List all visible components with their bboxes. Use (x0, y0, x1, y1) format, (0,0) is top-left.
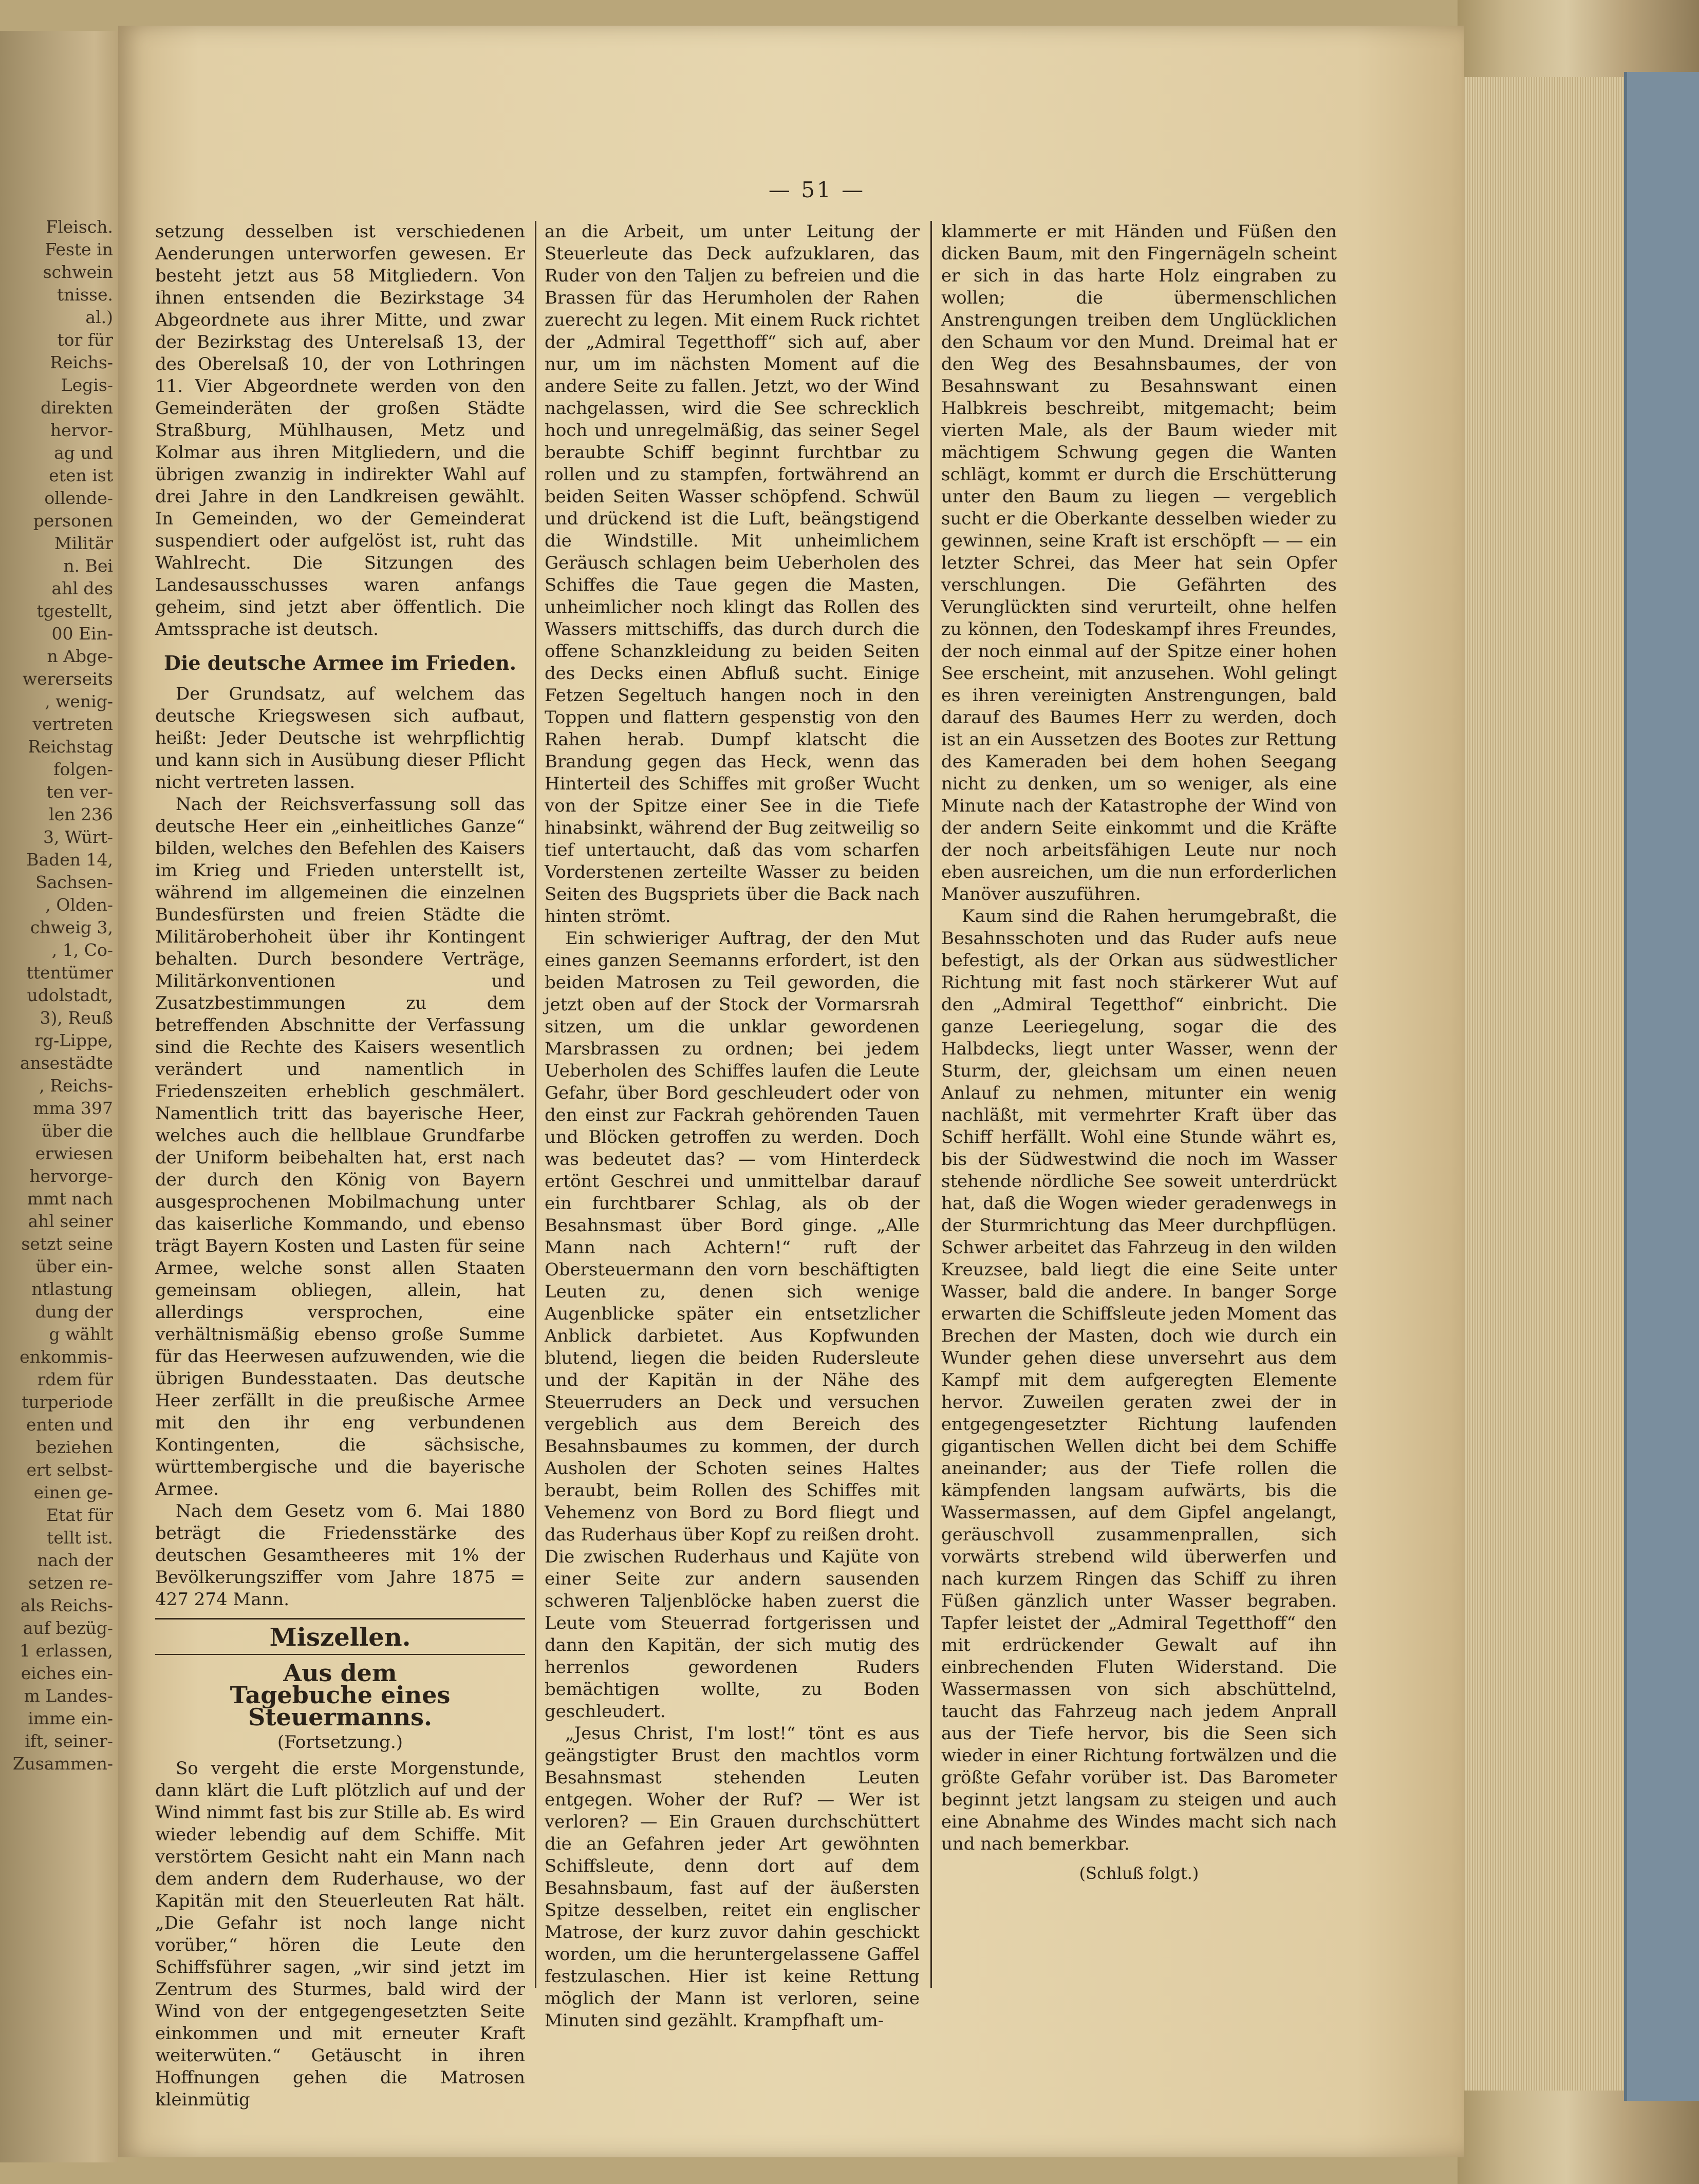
facing-page-line: ntlastung (31, 1279, 113, 1299)
facing-page-line: Legis- (61, 375, 113, 395)
facing-page-line: dung der (35, 1302, 113, 1322)
facing-page-line: ahl des (51, 578, 113, 598)
facing-page-line: 1 erlassen, (19, 1641, 113, 1661)
facing-page-line: personen (33, 511, 113, 531)
paragraph: setzung desselben ist verschiedenen Aenderungen unterworfen gewesen. Er besteht jetzt aus 58 Mitgliedern. Von ihnen entsenden die Bezirkstage 34 Abgeordnete aus ihrer Mitte, und zwar der Bezirkstag des Unterelsaß 13, der des Oberelsaß 10, der von Lothringen 11. Vier Abgeordnete werden von den Gemeinderäten der großen Städte Straßburg, Mühlhausen, Metz und Kolmar aus ihren Mitgliedern, und die übrigen zwanzig in indirekter Wahl auf drei Jahre in den Landkreisen gewählt. In Gemeinden, wo der Gemeinderat suspendiert oder aufgelöst ist, ruht das Wahlrecht. Die Sitzungen des Landesausschusses waren anfangs geheim, sind jetzt aber öffentlich. Die Amtssprache ist deutsch. (155, 221, 525, 639)
story-continuation-note: (Fortsetzung.) (277, 1732, 403, 1753)
facing-page-line: enkommis- (20, 1347, 113, 1367)
facing-page-line: hervorge- (29, 1166, 113, 1186)
facing-page-line: , Reichs- (39, 1076, 113, 1096)
newspaper-page (118, 26, 1464, 2157)
facing-page-line: Fleisch. (46, 217, 113, 237)
facing-page-line: tnisse. (57, 285, 113, 305)
section-heading: Die deutsche Armee im Frieden. (163, 651, 516, 674)
facing-page-line: hervor- (50, 420, 113, 440)
facing-page-line: Reichstag (28, 737, 113, 757)
facing-page-line: tellt ist. (47, 1528, 113, 1548)
facing-page-line: folgen- (53, 759, 113, 779)
facing-page-line: Baden 14, (26, 850, 113, 870)
facing-page-line: tgestellt, (36, 601, 113, 621)
facing-page-line: udolstadt, (27, 985, 113, 1005)
facing-page-line: ollende- (44, 488, 113, 508)
facing-page-line: vertreten (32, 714, 113, 734)
facing-page-line: eten ist (49, 465, 113, 485)
facing-page-line: tor für (57, 330, 113, 350)
facing-page-line: ansestädte (20, 1053, 113, 1073)
facing-page-line: eiches ein- (21, 1663, 113, 1683)
facing-page-line: über die (41, 1121, 113, 1141)
paragraph: Kaum sind die Rahen herumgebraßt, die Besahnsschoten und das Ruder aufs neue befestigt, als der Orkan aus südwestlicher Richtung mit fast noch stärkerer Wut auf den „Admiral Tegetthof“ einbricht. Die ganze Leeriegelung, sogar die des Halbdecks, liegt unter Wasser, wenn der Sturm, der, gleichsam um einen neuen Anlauf zu nehmen, mitunter ein wenig nachläßt, mit vermehrter Kraft über das Schiff herfällt. Wohl eine Stunde währt es, bis der Südwestwind die noch im Wasser stehende nördliche See soweit unterdrückt hat, daß die Wogen wieder geradenwegs in der Sturmrichtung das Meer durchpflügen. Schwer arbeitet das Fahrzeug in den wilden Kreuzsee, bald liegt die eine Seite unter Wasser, bald die andere. In banger Sorge erwarten die Schiffsleute jeden Moment das Brechen der Masten, doch wie durch ein Wunder gehen diese unversehrt aus dem Kampf mit dem aufgeregten Elemente hervor. Zuweilen geraten zwei der in entgegengesetzter Richtung laufenden gigantischen Wellen dicht bei dem Schiffe aneinander; aus der Tiefe rollen die kämpfenden langsam aufwärts, bis die Wassermassen, auf dem Gipfel angelangt, geräuschvoll zusammenprallen, sich vorwärts strebend wild überwerfen und nach kurzem Ringen das Schiff zu ihren Füßen gänzlich unter Wasser begraben. Tapfer leistet der „Admiral Tegetthoff“ den mit erdrückender Gewalt auf ihn einbrechenden Fluten Widerstand. Die Wassermassen von sich abschüttelnd, taucht das Fahrzeug nach jedem Anprall aus der Tiefe hervor, bis die Seen sich wieder in einer Richtung fortwälzen und die größte Gefahr vorüber ist. Das Barometer beginnt jetzt langsam zu steigen und auch eine Abnahme des Windes macht sich nach und nach bemerkbar. (941, 906, 1337, 1854)
facing-page-line: Zusammen- (12, 1754, 113, 1774)
facing-page-line: chweig 3, (30, 917, 113, 937)
facing-page-line: mma 397 (33, 1098, 113, 1118)
column-rule (535, 221, 536, 1988)
page-edges (1458, 77, 1627, 2091)
facing-page-line: über ein- (35, 1256, 113, 1276)
facing-page-line: n. Bei (63, 556, 113, 576)
facing-page-line: len 236 (49, 804, 113, 824)
facing-page-line: m Landes- (24, 1686, 113, 1706)
facing-page-line: setzt seine (21, 1234, 113, 1254)
facing-page-line: Etat für (46, 1505, 113, 1525)
cloth-cover (1624, 72, 1699, 2101)
facing-page-line: auf bezüg- (23, 1618, 113, 1638)
facing-page-line: 00 Ein- (51, 624, 113, 644)
paragraph: Nach dem Gesetz vom 6. Mai 1880 beträgt die Friedensstärke des deutschen Gesamtheeres mit 1% der Bevölkerungsziffer vom Jahre 1875 = 427 274 Mann. (155, 1501, 525, 1610)
facing-page-line: n Abge- (47, 646, 113, 666)
column-rule (930, 221, 932, 1988)
facing-page-line: als Reichs- (20, 1595, 113, 1615)
continuation-note: (Schluß folgt.) (1079, 1863, 1199, 1883)
paragraph: „Jesus Christ, I'm lost!“ tönt es aus geängstigter Brust den machtlos vorm Besahnsmast stehenden Leuten entgegen. Woher der Ruf? — Wer ist verloren? — Ein Grauen durchschüttert die an Gefahren jeder Art gewöhnten Schiffsleute, denn dort auf dem Besahnsbaum, fast auf der äußersten Spitze desselben, reitet ein englischer Matrose, der kurz zuvor dahin geschickt worden, um die heruntergelassene Gaffel festzulaschen. Hier ist keine Rettung möglich der Mann ist verloren, seine Minuten sind gezählt. Krampfhaft um- (545, 1723, 920, 2031)
facing-page-line: ttentümer (26, 963, 113, 983)
column-3 (941, 221, 1337, 1885)
paragraph: Nach der Reichsverfassung soll das deutsche Heer ein „einheitliches Ganze“ bilden, welches den Befehlen des Kaisers im Krieg und Frieden unterstellt ist, während im allgemeinen die einzelnen Bundesfürsten und freien Städte die Militäroberhoheit über ihr Kontingent behalten. Durch besondere Verträge, Militärkonventionen und Zusatzbestimmungen zu dem betreffenden Abschnitte der Verfassung sind die Rechte des Kaisers wesentlich verändert und namentlich in Friedenszeiten erheblich geschmälert. Namentlich tritt das bayerische Heer, welches auch die hellblaue Grundfarbe der Uniform beibehalten hat, erst nach der durch den König von Bayern ausgesprochenen Mobilmachung unter das kaiserliche Kommando, und ebenso trägt Bayern Kosten und Lasten für seine Armee, welche sonst allen Staaten gemeinsam obliegen, allein, hat allerdings versprochen, eine verhältnismäßig ebenso große Summe für das Heerwesen aufzuwenden, wie die übrigen Bundesstaaten. Das deutsche Heer zerfällt in die preußische Armee mit den ihr eng verbundenen Kontingenten, die sächsische, württembergische und die bayerische Armee. (155, 794, 525, 1499)
facing-page-line: rdem für (37, 1369, 113, 1389)
column-1 (155, 221, 525, 2111)
facing-page-line: Militär (54, 533, 113, 553)
facing-page-line: mmt nach (27, 1189, 113, 1209)
column-2 (545, 221, 920, 2032)
facing-page-line: nach der (37, 1550, 113, 1570)
facing-page-line: 3, Würt- (43, 827, 113, 847)
facing-page-line: rg-Lippe, (34, 1030, 113, 1050)
facing-page-line: direkten (40, 398, 113, 418)
facing-page-line: 3), Reuß (40, 1008, 113, 1028)
facing-page-line: einen ge- (33, 1482, 113, 1502)
page-number: — 51 — (768, 177, 866, 202)
facing-page-line: ift, seiner- (25, 1731, 113, 1751)
facing-page-line: ag und (54, 443, 113, 463)
paragraph: So vergeht die erste Morgenstunde, dann klärt die Luft plötzlich auf und der Wind nimmt fast bis zur Stille ab. Es wird wieder lebendig auf dem Schiffe. Mit verstörtem Gesicht naht ein Mann nach dem andern dem Ruderhause, wo der Kapitän mit den Steuerleuten Rat hält. „Die Gefahr ist noch lange nicht vorüber,“ hören die Leute den Schiffsführer sagen, „wir sind jetzt im Zentrum des Sturmes, bald wird der Wind von der entgegengesetzten Seite einkommen und mit erneuter Kraft weiterwüten.“ Getäuscht in ihren Hoffnungen gehen die Matrosen kleinmütig (155, 1758, 525, 2110)
facing-page-text (0, 216, 118, 1775)
paragraph: Der Grundsatz, auf welchem das deutsche Kriegswesen sich aufbaut, heißt: Jeder Deutsche ist wehrpflichtig und kann sich in Ausübung dieser Pflicht nicht vertreten lassen. (155, 684, 525, 793)
divider (155, 1618, 525, 1620)
facing-page (0, 31, 118, 2162)
divider (155, 1654, 525, 1655)
facing-page-line: schwein (43, 262, 113, 282)
facing-page-line: ten ver- (46, 782, 113, 802)
facing-page-line: enten und (26, 1415, 113, 1435)
facing-page-line: , wenig- (45, 691, 113, 711)
facing-page-line: imme ein- (28, 1708, 113, 1728)
facing-page-line: wererseits (22, 669, 113, 689)
paragraph: Ein schwieriger Auftrag, der den Mut eines ganzen Seemanns erfordert, ist den beiden Matrosen zu Teil geworden, die jetzt oben auf der Stock der Vormarsrah sitzen, um die unklar gewordenen Marsbrassen zu ordnen; bei jedem Ueberholen des Schiffes laufen die Leute Gefahr, über Bord geschleudert oder von den einst zur Fackrah gehörenden Tauen und Blöcken getroffen zu werden. Doch was bedeutet das? — vom Hinterdeck ertönt Geschrei und unmittelbar darauf ein furchtbarer Schlag, als ob der Besahnsmast über Bord ginge. „Alle Mann nach Achtern!“ ruft der Obersteuermann den vorn beschäftigten Leuten zu, denen sich wenige Augenblicke später ein entsetzlicher Anblick darbietet. Aus Kopfwunden blutend, liegen die beiden Rudersleute und der Kapitän in der Nähe des Steuerruders an Deck und versuchen vergeblich aus dem Bereich des Besahnsbaumes zu kommen, der durch Ausholen der Schoten seines Haltes beraubt, beim Rollen des Schiffes mit Vehemenz von Bord zu Bord fliegt und das Ruderhaus über Kopf zu reißen droht. Die zwischen Ruderhaus und Kajüte von einer Seite zur andern sausenden schweren Taljenblöcke haben zuerst die Leute vom Steuerrad fortgerissen und dann den Kapitän, der sich mutig des herrenlos gewordenen Ruders bemächtigen wollte, zu Boden geschleudert. (545, 928, 920, 1722)
facing-page-line: beziehen (35, 1437, 113, 1457)
story-title: Tagebuche eines Steuermanns. (230, 1681, 451, 1731)
facing-page-line: Feste in (45, 239, 113, 259)
story-title: Aus dem (283, 1659, 397, 1687)
facing-page-line: Reichs- (50, 352, 113, 372)
facing-page-line: ert selbst- (26, 1460, 113, 1480)
facing-page-line: turperiode (22, 1392, 113, 1412)
facing-page-line: al.) (85, 307, 113, 327)
facing-page-line: erwiesen (35, 1143, 113, 1163)
facing-page-line: , 1, Co- (51, 940, 113, 960)
facing-page-line: , Olden- (45, 895, 113, 915)
facing-page-line: Sachsen- (35, 872, 113, 892)
facing-page-line: ahl seiner (28, 1211, 113, 1231)
paragraph: an die Arbeit, um unter Leitung der Steuerleute das Deck aufzuklaren, das Ruder von den Taljen zu befreien und die Brassen für das Herumholen der Rahen zuerecht zu legen. Mit einem Ruck richtet der „Admiral Tegetthoff“ sich auf, aber nur, um im nächsten Moment auf die andere Seite zu fallen. Jetzt, wo der Wind nachgelassen, wird die See schrecklich hoch und unregelmäßig, das seiner Segel beraubte Schiff beginnt furchtbar zu rollen und zu stampfen, fortwährend an beiden Seiten Wasser schöpfend. Schwül und drückend ist die Luft, beängstigend die Windstille. Mit unheimlichem Geräusch schlagen beim Ueberholen des Schiffes die Taue gegen die Masten, unheimlicher noch klingt das Rollen des Wassers mittschiffs, das durch durch die offene Schanzkleidung zu beiden Seiten des Decks einen Abfluß sucht. Einige Fetzen Segeltuch hangen noch in den Toppen und flattern gespenstig von den Rahen herab. Dumpf klatscht die Brandung gegen das Heck, wenn das Hinterteil des Schiffes mit großer Wucht von der Spitze einer See in die Tiefe hinabsinkt, während der Bug zeitweilig so tief untertaucht, daß das vom scharfen Vorderstenen zerteilte Wasser zu beiden Seiten des Bugspriets über die Back nach hinten strömt. (545, 221, 920, 927)
facing-page-line: g wählt (49, 1324, 113, 1344)
section-title: Miszellen. (269, 1623, 411, 1652)
facing-page-line: setzen re- (28, 1573, 113, 1593)
paragraph: klammerte er mit Händen und Füßen den dicken Baum, mit den Fingernägeln scheint er sich in das harte Holz eingraben zu wollen; die übermenschlichen Anstrengungen treiben dem Unglücklichen den Schaum vor den Mund. Dreimal hat er den Weg des Besahnsbaumes, der von Besahnswant zu Besahnswant einen Halbkreis beschreibt, mitgemacht; beim vierten Male, als der Baum wieder mit mächtigem Schwung gegen die Wanten schlägt, kommt er durch die Erschütterung unter den Baum zu liegen — vergeblich sucht er die Oberkante desselben wieder zu gewinnen, seine Kraft ist erschöpft — — ein letzter Schrei, das Meer hat sein Opfer verschlungen. Die Gefährten des Verunglückten sind verurteilt, ohne helfen zu können, den Todeskampf ihres Freundes, der noch einmal auf der Spitze einer hohen See erscheint, mit anzusehen. Wohl gelingt es ihren vereinigten Anstrengungen, bald darauf des Baumes Herr zu werden, doch ist an ein Aussetzen des Bootes zur Rettung des Kameraden bei dem hohen Seegang nicht zu denken, um so weniger, als eine Minute nach der Katastrophe der Wind von der andern Seite einkommt und die Kräfte der noch arbeitsfähigen Leute nur noch eben ausreichen, um die nun erforderlichen Manöver auszuführen. (941, 221, 1337, 905)
